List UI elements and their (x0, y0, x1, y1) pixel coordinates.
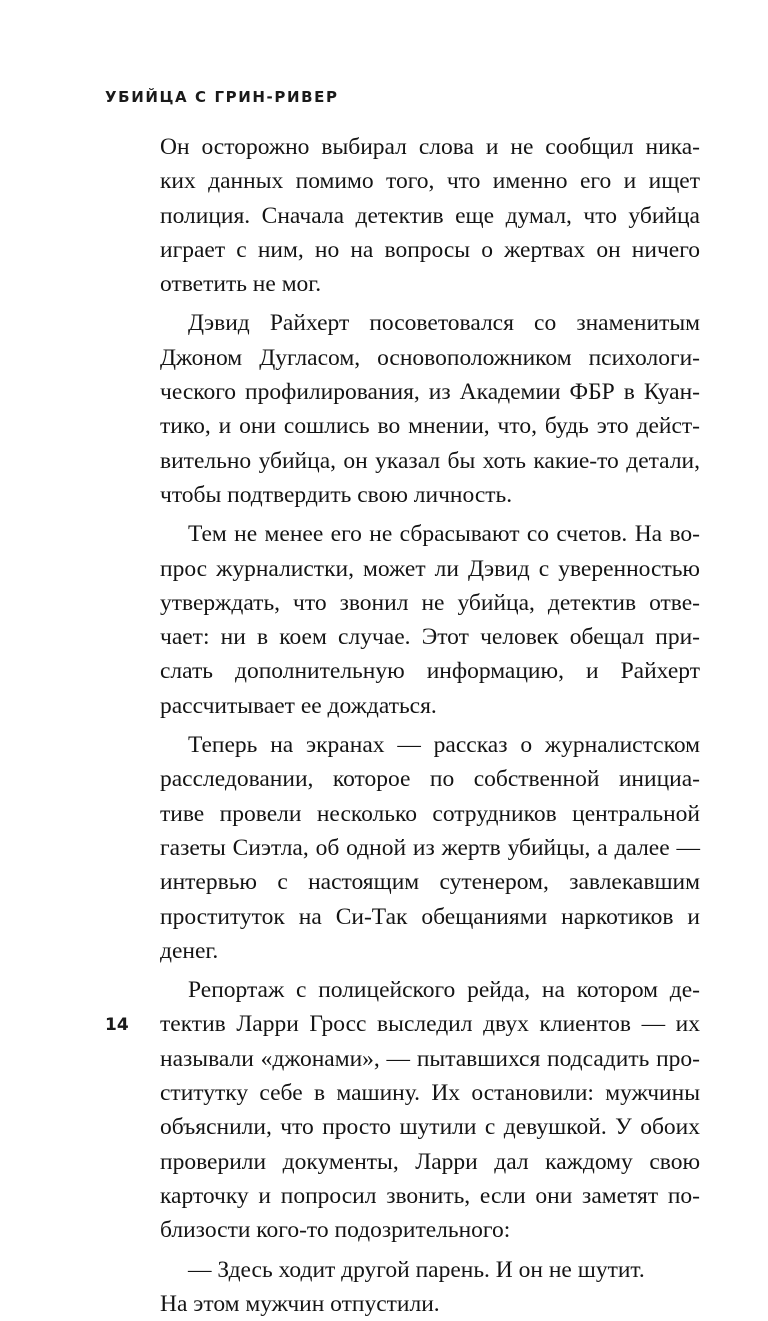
paragraph (160, 728, 700, 968)
text-line: Джоном Дугласом, основоположником психологи- (160, 344, 700, 371)
text-line: Он осторожно выбирал слова и не сообщил ника- (160, 134, 700, 160)
text-line: прос журналистки, может ли Дэвид с уверенностью (160, 555, 700, 582)
paragraph (160, 130, 700, 301)
running-head: УБИЙЦА С ГРИН-РИВЕР (105, 88, 339, 106)
text-line: ких данных помимо того, что именно его и ищет (160, 168, 700, 195)
text-line: утверждать, что звонил не убийца, детектив отве- (160, 589, 700, 616)
text-line: проституток на Си-Так обещаниями наркотиков и (160, 903, 700, 930)
text-line: Дэвид Райхерт посоветовался со знаменитым (188, 310, 700, 337)
text-line: проверили документы, Ларри дал каждому свою (160, 1148, 700, 1175)
text-line: тико, и они сошлись во мнении, что, будь это дейст- (160, 413, 700, 440)
text-line: чает: ни в коем случае. Этот человек обещал при- (160, 624, 700, 651)
text-line: ответить не мог. (160, 271, 322, 298)
text-line: рассчитывает ее дождаться. (160, 692, 437, 719)
paragraph (160, 517, 700, 723)
text-line: тектив Ларри Гросс выследил двух клиентов — их (160, 1011, 700, 1038)
text-line: — Здесь ходит другой парень. И он не шутит. (188, 1256, 645, 1283)
text-line: ститутку себе в машину. Их остановили: мужчины (160, 1080, 700, 1107)
text-line: объяснили, что просто шутили с девушкой. У обоих (160, 1114, 700, 1141)
page-number: 14 (105, 1015, 129, 1035)
text-line: слать дополнительную информацию, и Райхерт (160, 658, 700, 685)
text-line: На этом мужчин отпустили. (160, 1290, 440, 1317)
text-line: Тем не менее его не сбрасывают со счетов. На во- (188, 521, 700, 548)
text-line: карточку и попросил звонить, если они заметят по- (160, 1182, 700, 1209)
text-line: близости кого-то подозрительного: (160, 1217, 511, 1244)
paragraph (160, 1253, 700, 1287)
text-line: газеты Сиэтла, об одной из жертв убийцы, а далее — (160, 834, 700, 861)
paragraph (160, 973, 700, 1247)
text-line: интервью с настоящим сутенером, завлекавшим (160, 869, 700, 896)
text-line: вительно убийца, он указал бы хоть какие-то детали, (160, 447, 700, 474)
body-text (160, 130, 700, 1321)
text-line: тиве провели несколько сотрудников центральной (160, 800, 700, 827)
text-line: полиция. Сначала детектив еще думал, что убийца (160, 202, 700, 229)
text-line: ческого профилирования, из Академии ФБР в Куан- (160, 379, 700, 406)
paragraph (160, 306, 700, 512)
text-line: Репортаж с полицейского рейда, на котором де- (188, 977, 700, 1004)
text-line: называли «джонами», — пытавшихся подсадить про- (160, 1045, 700, 1072)
text-line: играет с ним, но на вопросы о жертвах он ничего (160, 236, 700, 263)
text-line: Теперь на экранах — рассказ о журналистском (188, 732, 700, 759)
text-line: денег. (160, 937, 219, 964)
text-line: расследовании, которое по собственной инициа- (160, 766, 700, 793)
text-line: чтобы подтвердить свою личность. (160, 481, 513, 508)
paragraph (160, 1287, 700, 1321)
